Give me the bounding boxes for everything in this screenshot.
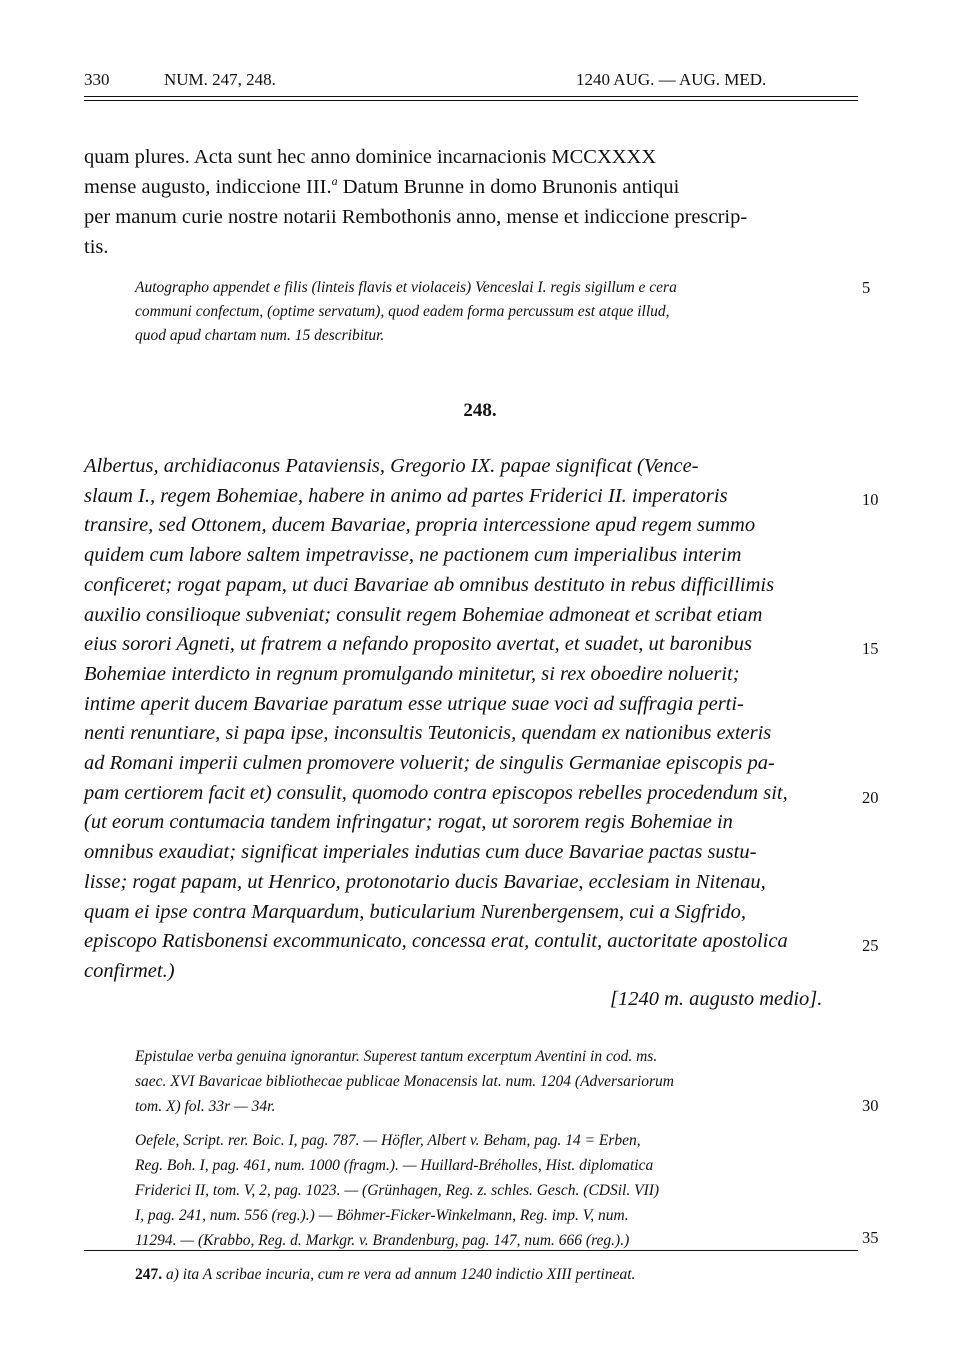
margin-line-number: 5: [862, 278, 871, 297]
margin-line-number: 35: [862, 1228, 879, 1247]
seal-note: [135, 276, 858, 348]
dating: [1240 m. augusto medio].: [610, 988, 823, 1010]
regest-line: nenti renuntiare, si papa ipse, inconsultis Teutonicis, quendam ex nationibus exteris: [84, 722, 772, 745]
margin-line-number: 20: [862, 788, 879, 807]
footnote-marker: a: [331, 174, 338, 189]
regest-line: confirmet.): [84, 959, 175, 982]
regest-line: slaum I., regem Bohemiae, habere in animo ad partes Friderici II. imperatoris: [84, 484, 728, 507]
regest-line: omnibus exaudiat; significat imperiales indutias cum duce Bavariae pactas sustu-: [84, 841, 757, 864]
regest-line: auxilio consilioque subveniat; consulit regem Bohemiae admoneat et scribat etiam: [84, 603, 763, 626]
note-line: tom. X) fol. 33r — 34r.: [135, 1098, 276, 1115]
document-number: 248.: [463, 400, 497, 421]
running-header: [84, 70, 858, 96]
note-line: Epistulae verba genuina ignorantur. Superest tantum excerptum Aventini in cod. ms.: [135, 1048, 658, 1065]
regest-line: pam certiorem facit et) consulit, quomodo contra episcopos rebelles procedendum sit,: [84, 781, 788, 804]
regest-line: conficeret; rogat papam, ut duci Bavariae ab omnibus destituto in rebus difficillimis: [84, 573, 775, 596]
regest-line: eius sorori Agneti, ut fratrem a nefando proposito avertat, et suadet, ut baronibus: [84, 633, 752, 656]
date-range: 1240 AUG. — AUG. MED.: [576, 70, 767, 89]
regest-line: (ut eorum contumacia tandem infringatur; rogat, ut sororem regis Bohemiae in: [84, 811, 733, 834]
source-note: [135, 1044, 858, 1119]
regest-line: quidem cum labore saltem impetravisse, ne pactionem cum imperialibus interim: [84, 544, 742, 567]
literature-note: [135, 1128, 858, 1253]
note-line: Reg. Boh. I, pag. 461, num. 1000 (fragm.). — Huillard-Bréholles, Hist. diplomatica: [135, 1157, 654, 1174]
regest-line: intime aperit ducem Bavariae paratum esse utrique suae voci ad suffragia perti-: [84, 692, 744, 715]
margin-line-number: 15: [862, 639, 879, 658]
text-line: per manum curie nostre notarii Rembothonis anno, mense et indiccione prescrip-: [84, 206, 748, 228]
note-line: I, pag. 241, num. 556 (reg.).) — Böhmer-Ficker-Winkelmann, Reg. imp. V, num.: [135, 1207, 629, 1224]
document-numbers: NUM. 247, 248.: [164, 70, 276, 89]
footnote: [135, 1266, 635, 1284]
footnote-doc-number: 247.: [135, 1266, 163, 1283]
note-line: quod apud chartam num. 15 describitur.: [135, 327, 385, 344]
regest-line: transire, sed Ottonem, ducem Bavariae, propria intercessione apud regem summo: [84, 514, 756, 537]
regest-line: ad Romani imperii culmen promovere voluerit; de singulis Germaniae episcopis pa-: [84, 752, 775, 775]
regest-line: episcopo Ratisbonensi excommunicato, concessa erat, contulit, auctoritate apostolica: [84, 930, 788, 953]
text-line: quam plures. Acta sunt hec anno dominice incarnacionis MCCXXXX: [84, 146, 657, 168]
note-line: Oefele, Script. rer. Boic. I, pag. 787. — Höfler, Albert v. Beham, pag. 14 = Erben,: [135, 1132, 641, 1149]
note-line: 11294. — (Krabbo, Reg. d. Markgr. v. Brandenburg, pag. 147, num. 666 (reg.).): [135, 1232, 630, 1249]
text-line: tis.: [84, 236, 109, 258]
note-line: Autographo appendet e filis (linteis flavis et violaceis) Venceslai I. regis sigillum e cera: [135, 279, 677, 296]
footnote-rule: [84, 1250, 858, 1251]
margin-line-number: 30: [862, 1096, 879, 1115]
note-line: saec. XVI Bavaricae bibliothecae publicae Monacensis lat. num. 1204 (Adversariorum: [135, 1073, 674, 1090]
footnote-text: ita A scribae incuria, cum re vera ad annum 1240 indictio XIII pertineat.: [178, 1266, 636, 1283]
regest-line: Bohemiae interdicto in regnum promulgando minitetur, si rex oboedire noluerit;: [84, 662, 740, 685]
regest-line: lisse; rogat papam, ut Henrico, protonotario ducis Bavariae, ecclesiam in Nitenau,: [84, 870, 766, 893]
regest-line: Albertus, archidiaconus Pataviensis, Gregorio IX. papae significat (Vence-: [84, 455, 699, 477]
page-number: 330: [84, 70, 110, 89]
margin-line-number: 25: [862, 936, 879, 955]
text-line: mense augusto, indiccione III.$^a$ Datum Brunne in domo Brunonis antiqui: [84, 174, 680, 198]
margin-line-number: 10: [862, 490, 879, 509]
doc247-text: [84, 142, 858, 262]
header-rule: [84, 96, 858, 97]
regest: [84, 452, 858, 987]
regest-line: quam ei ipse contra Marquardum, buticularium Nurenbergensem, cui a Sigfrido,: [84, 900, 747, 923]
footnote-marker: a): [166, 1266, 179, 1283]
note-line: communi confectum, (optime servatum), quod eadem forma percussum est atque illud,: [135, 303, 670, 320]
note-line: Friderici II, tom. V, 2, pag. 1023. — (Grünhagen, Reg. z. schles. Gesch. (CDSil. VII): [135, 1182, 660, 1199]
header-rule-thin: [84, 100, 858, 101]
